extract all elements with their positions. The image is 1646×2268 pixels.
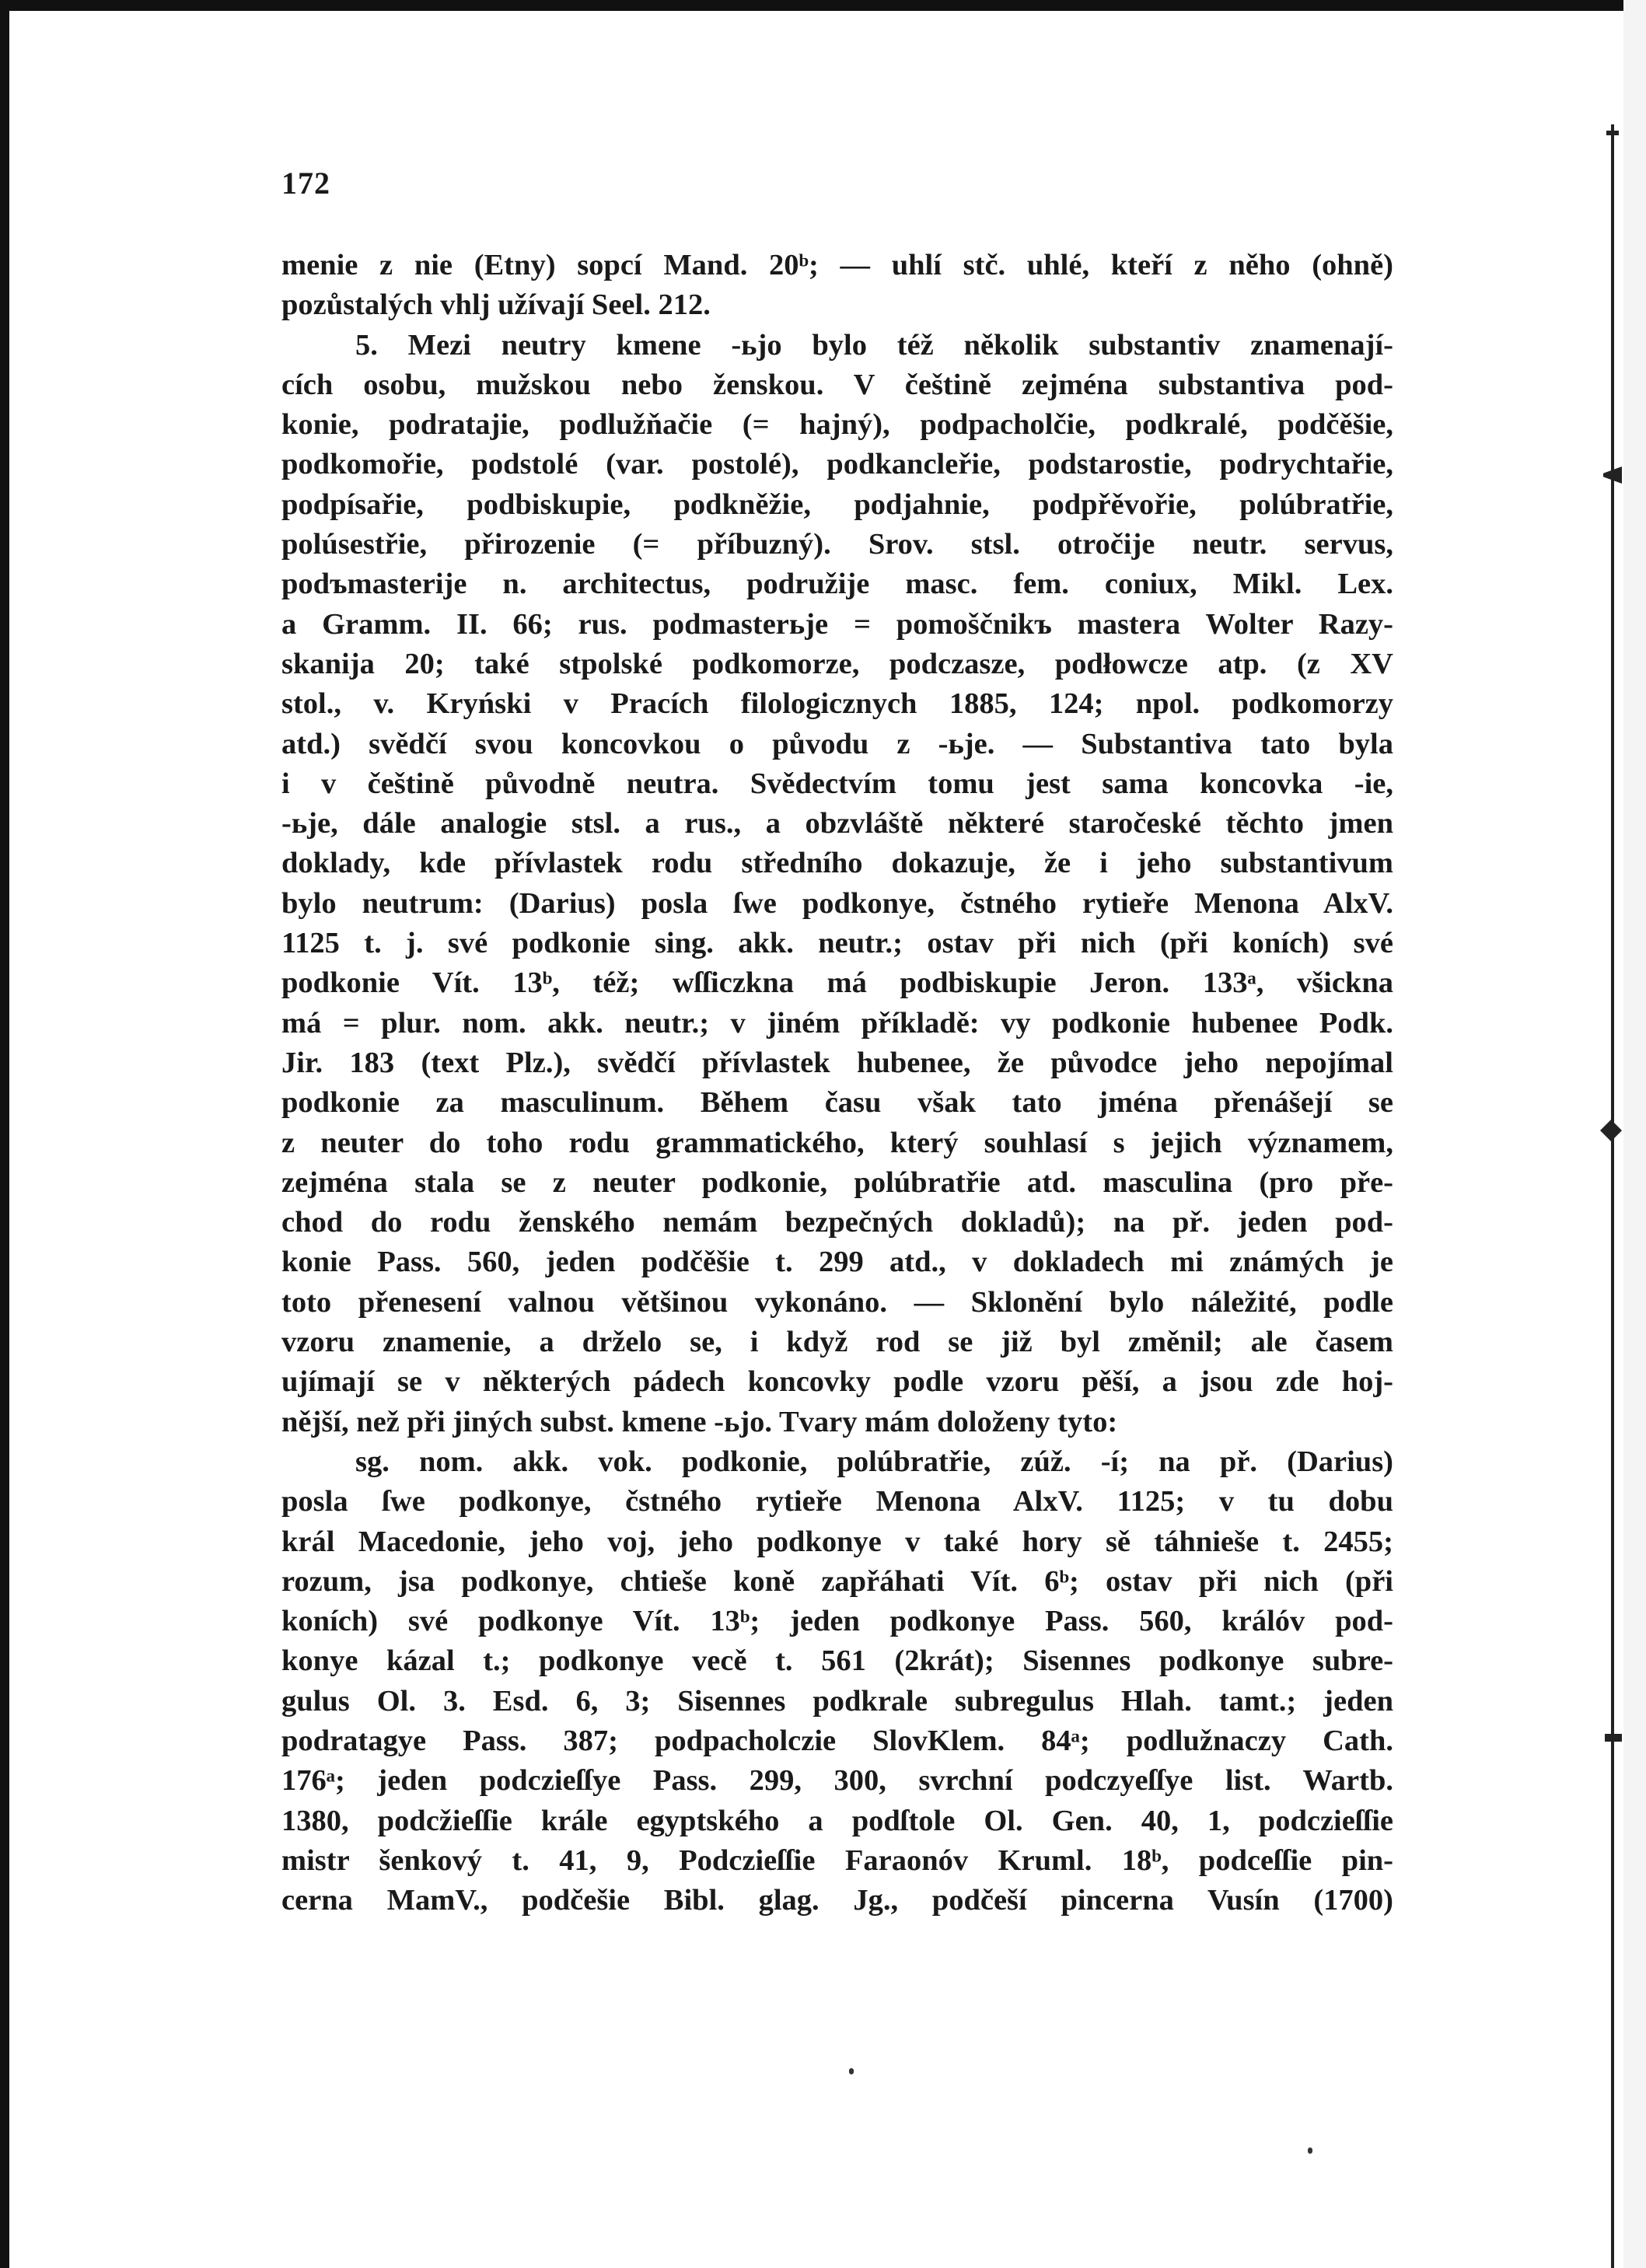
text-line: cích osobu, mužskou nebo ženskou. V češtině zejména substantiva pod-: [281, 368, 1393, 401]
text-line: vzoru znamenie, a drželo se, i když rod se již byl změnil; ale časem: [281, 1326, 1393, 1359]
text-line: podpísařie, podbiskupie, podkněžie, podjahnie, podpřěvořie, polúbratřie,: [281, 487, 1393, 521]
text-line: rozum, jsa podkonye, chtieše koně zapřáhati Vít. 6ᵇ; ostav při nich (při: [281, 1564, 1393, 1598]
text-line: pozůstalých vhlj užívají Seel. 212.: [281, 288, 711, 322]
text-line: 1125 t. j. své podkonie sing. akk. neutr.; ostav při nich (při koních) své: [281, 927, 1393, 960]
text-line: -ьje, dále analogie stsl. a rus., a obzvláště některé staročeské těchto jmen: [281, 807, 1393, 840]
text-line: konie, podratajie, podlužňačie (= hajný), podpacholčie, podkralé, podčěšie,: [281, 408, 1393, 442]
page-body: [281, 246, 1393, 1920]
text-line: 5. Mezi neutry kmene -ьjo bylo též několik substantiv znamenají-: [355, 328, 1393, 362]
text-line: konie Pass. 560, jeden podčěšie t. 299 atd., v dokladech mi známých je: [281, 1246, 1393, 1279]
scan-border-top: [0, 0, 1646, 11]
text-line: atd.) svědčí svou koncovkou o původu z -ьje. — Substantiva tato byla: [281, 727, 1393, 760]
text-line: podkomořie, podstolé (var. postolé), podkanclеřie, podstarostie, podrychtařie,: [281, 448, 1393, 481]
text-line: nější, než při jiných subst. kmene -ьjo. Tvary mám doloženy tyto:: [281, 1405, 1118, 1438]
text-line: z neuter do toho rodu grammatického, který souhlasí s jejich významem,: [281, 1126, 1393, 1159]
scan-border-left: [0, 0, 9, 2268]
text-line: cerna MamV., podčešie Bibl. glag. Jg., podčeší pincerna Vusín (1700): [281, 1884, 1393, 1917]
text-line: mistr šenkový t. 41, 9, Podczieſſie Faraonóv Kruml. 18ᵇ, podceſſie pin-: [281, 1843, 1393, 1877]
print-speck: [849, 2068, 854, 2074]
text-line: podkonie Vít. 13ᵇ, též; wſſiczkna má podbiskupie Jeron. 133ᵃ, všickna: [281, 966, 1393, 1000]
text-line: posla ſwe podkonye, čstného rytieře Menona AlxV. 1125; v tu dobu: [281, 1485, 1393, 1518]
text-line: 1380, podcžieſſie krále egyptského a podſtole Ol. Gen. 40, 1, podczieſſie: [281, 1804, 1393, 1837]
edge-tick-mark: [1606, 131, 1619, 135]
text-line: ujímají se v některých pádech koncovky podle vzoru pěší, a jsou zde hoj-: [281, 1365, 1393, 1399]
text-line: podratagye Pass. 387; podpacholczie SlovKlem. 84ᵃ; podlužnaczy Cath.: [281, 1724, 1393, 1757]
text-line: stol., v. Kryński v Pracích filologicznych 1885, 124; npol. podkomorzy: [281, 687, 1393, 721]
edge-tick-mark: [1605, 1734, 1622, 1742]
text-line: doklady, kde přívlastek rodu středního dokazuje, že i jeho substantivum: [281, 847, 1393, 880]
text-line: Jir. 183 (text Plz.), svědčí přívlastek hubenee, že původce jeho nepojímal: [281, 1046, 1393, 1079]
print-speck: [1308, 2147, 1312, 2154]
text-line: skanija 20; také stpolské podkomorze, podczasze, podłowcze atp. (z XV: [281, 647, 1393, 680]
page-number: 172: [281, 166, 330, 201]
text-line: král Macedonie, jeho voj, jeho podkonye v také hory sě táhnieše t. 2455;: [281, 1525, 1393, 1558]
text-line: chod do rodu ženského nemám bezpečných dokladů); na př. jeden pod-: [281, 1206, 1393, 1239]
text-line: 176ᵃ; jeden podcziеſſye Pass. 299, 300, svrchní podczyeſſye list. Wartb.: [281, 1764, 1393, 1798]
text-line: podъmasterije n. architectus, podružije masc. fem. coniux, Mikl. Lex.: [281, 568, 1393, 601]
text-line: a Gramm. II. 66; rus. podmasterьje = pomoščnikъ mastera Wolter Razy-: [281, 607, 1393, 641]
scan-border-right: [1623, 0, 1646, 2268]
text-line: i v češtině původně neutra. Svědectvím tomu jest sama koncovka -ie,: [281, 767, 1393, 800]
text-line: polúsestřie, přirozenie (= příbuzný). Srov. stsl. otročije neutr. servus,: [281, 528, 1393, 561]
text-line: podkonie za masculinum. Během času však tato jména přenášejí se: [281, 1086, 1393, 1120]
text-line: koních) své podkonye Vít. 13ᵇ; jeden podkonye Pass. 560, králóv pod-: [281, 1605, 1393, 1638]
text-line: sg. nom. akk. vok. podkonie, polúbratřie, zúž. -í; na př. (Darius): [355, 1445, 1393, 1478]
text-line: toto přenesení valnou většinou vykonáno. — Sklonění bylo náležité, podle: [281, 1285, 1393, 1319]
text-line: zejména stala se z neuter podkonie, polúbratřie atd. masculina (pro pře-: [281, 1165, 1393, 1199]
text-line: bylo neutrum: (Darius) posla ſwe podkonye, čstného rytieře Menona AlxV.: [281, 886, 1393, 920]
text-line: gulus Ol. 3. Esd. 6, 3; Sisennes podkrale subregulus Hlah. tamt.; jeden: [281, 1684, 1393, 1718]
text-line: konye kázal t.; podkonye vecě t. 561 (2krát); Sisennes podkonye subre-: [281, 1644, 1393, 1678]
text-line: má = plur. nom. akk. neutr.; v jiném příkladě: vy podkonie hubenee Podk.: [281, 1006, 1393, 1040]
page-edge-rule: [1611, 124, 1614, 2268]
edge-tick-mark: [1600, 1120, 1622, 1141]
text-line: menie z nie (Etny) sopcí Mand. 20ᵇ; — uhlí stč. uhlé, kteří z něho (ohně): [281, 249, 1393, 281]
